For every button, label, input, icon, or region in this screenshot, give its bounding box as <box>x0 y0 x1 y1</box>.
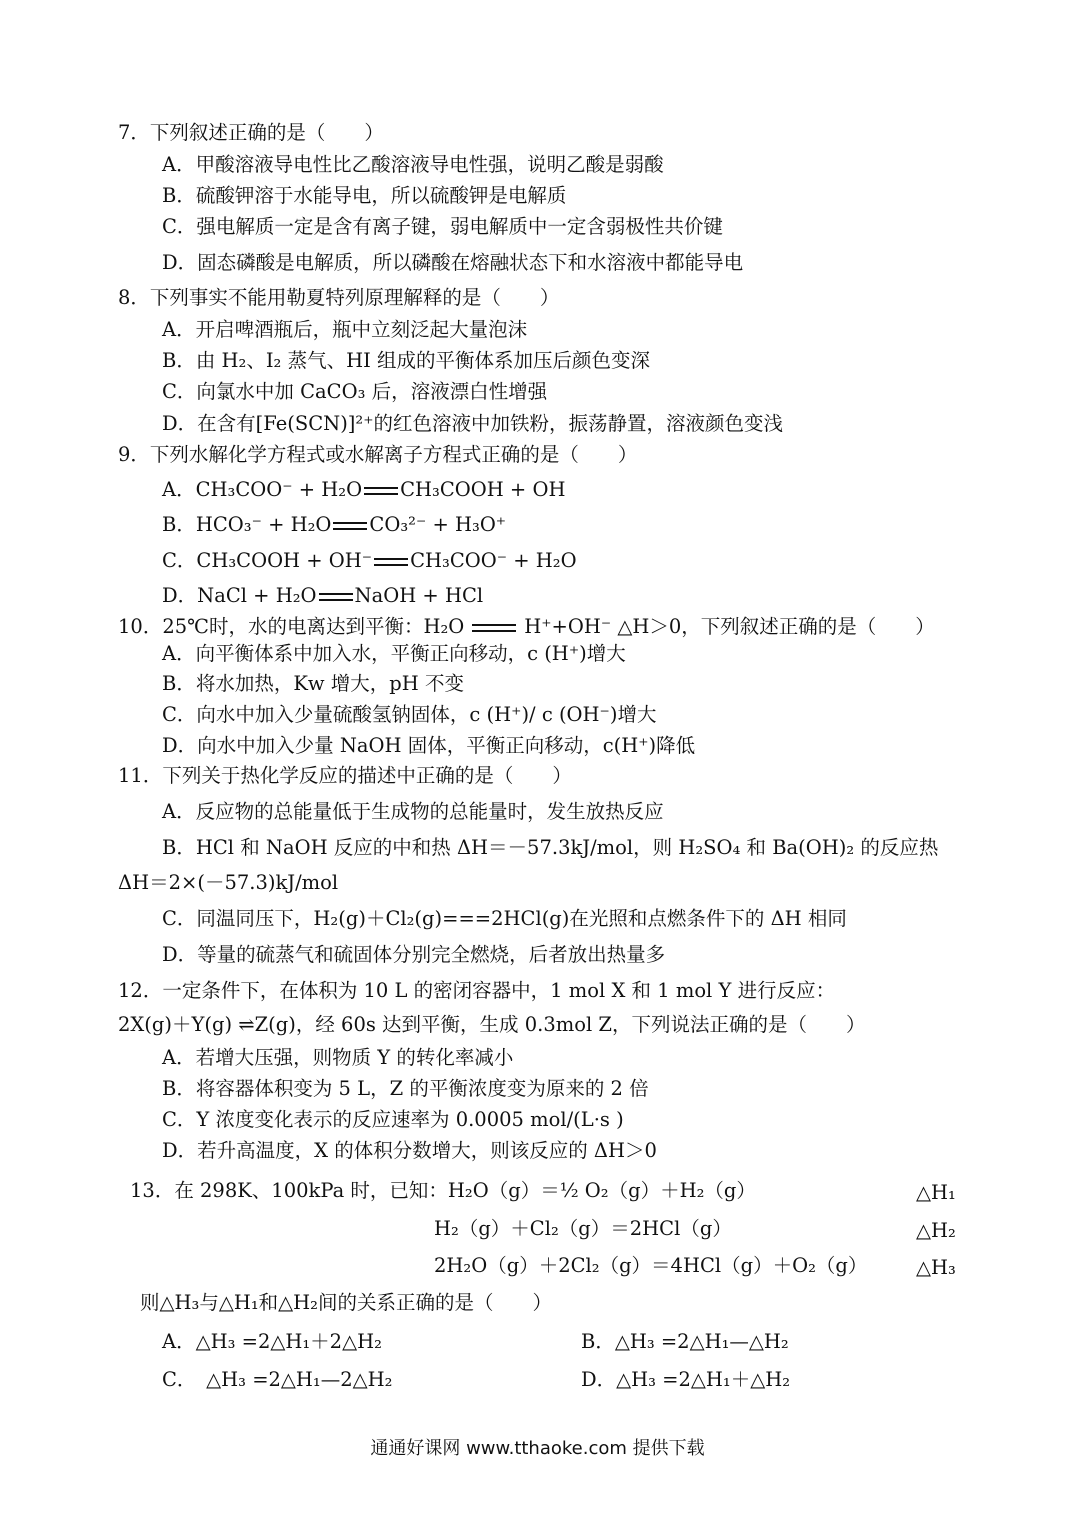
q9-option-a-right: CH₃COOH + OH <box>400 478 566 501</box>
q9-option-c-right: CH₃COO⁻ + H₂O <box>410 549 577 572</box>
q7-option-d: D．固态磷酸是电解质，所以磷酸在熔融状态下和水溶液中都能导电 <box>162 251 744 274</box>
q10-stem-left: 10．25℃时，水的电离达到平衡：H₂O <box>118 615 465 638</box>
q13-option-b: B．△H₃ =2△H₁—△H₂ <box>581 1330 789 1353</box>
q11-option-c: C．同温同压下，H₂(g)＋Cl₂(g)===2HCl(g)在光照和点燃条件下的 ΔH 相同 <box>162 907 847 930</box>
q12-stem: 12．一定条件下，在体积为 10 L 的密闭容器中，1 mol X 和 1 mol Y 进行反应： <box>118 979 836 1002</box>
q13-dh3: △H₃ <box>916 1256 956 1279</box>
q12-option-c: C．Y 浓度变化表示的反应速率为 0.0005 mol/(L·s ) <box>162 1108 624 1131</box>
q10-option-c: C．向水中加入少量硫酸氢钠固体，c (H⁺)/ c (OH⁻)增大 <box>162 703 657 726</box>
equilibrium-arrow-icon <box>472 621 516 635</box>
q12-stem-continued: 2X(g)＋Y(g) ⇌Z(g)，经 60s 达到平衡，生成 0.3mol Z，下列说法正确的是（ ） <box>118 1013 866 1036</box>
q9-option-c <box>162 548 577 574</box>
q11-option-b: B．HCl 和 NaOH 反应的中和热 ΔH＝－57.3kJ/mol，则 H₂SO₄ 和 Ba(OH)₂ 的反应热 <box>162 836 939 859</box>
equilibrium-arrow-icon <box>374 555 408 569</box>
q11-option-a: A．反应物的总能量低于生成物的总能量时，发生放热反应 <box>162 800 664 823</box>
q8-option-d: D．在含有[Fe(SCN)]²⁺的红色溶液中加铁粉，振荡静置，溶液颜色变浅 <box>162 412 784 435</box>
page-footer: 通通好课网 www.tthaoke.com 提供下载 <box>370 1438 705 1459</box>
q9-option-d-left: NaCl + H₂O <box>197 584 317 607</box>
q9-option-c-label: C． <box>162 549 197 572</box>
q13-dh1: △H₁ <box>916 1181 956 1204</box>
q9-option-d-right: NaOH + HCl <box>354 584 484 607</box>
q9-option-b <box>162 512 506 538</box>
q11-stem: 11．下列关于热化学反应的描述中正确的是（ ） <box>118 764 572 787</box>
q13-option-c: C． △H₃ =2△H₁—2△H₂ <box>162 1368 393 1391</box>
q9-option-c-left: CH₃COOH + OH⁻ <box>196 549 373 572</box>
q11-option-d: D．等量的硫蒸气和硫固体分别完全燃烧，后者放出热量多 <box>162 943 666 966</box>
q12-option-a: A．若增大压强，则物质 Y 的转化率减小 <box>162 1046 514 1069</box>
equilibrium-arrow-icon <box>333 519 367 533</box>
q10-stem-right: H⁺+OH⁻ △H＞0，下列叙述正确的是（ ） <box>524 615 935 638</box>
q10-stem <box>118 614 935 640</box>
q9-option-d-label: D． <box>162 584 198 607</box>
q9-option-b-right: CO₃²⁻ + H₃O⁺ <box>369 513 507 536</box>
q13-equation-3: 2H₂O（g）＋2Cl₂（g）＝4HCl（g）＋O₂（g） <box>434 1254 868 1277</box>
q9-option-b-left: HCO₃⁻ + H₂O <box>195 513 332 536</box>
q13-question: 则△H₃与△H₁和△H₂间的关系正确的是（ ） <box>140 1291 552 1314</box>
q13-equation-2: H₂（g）＋Cl₂（g）＝2HCl（g） <box>434 1217 732 1240</box>
q8-option-b: B．由 H₂、I₂ 蒸气、HI 组成的平衡体系加压后颜色变深 <box>162 349 650 372</box>
q9-option-a <box>162 477 565 503</box>
q9-option-a-label: A． <box>162 478 196 501</box>
q13-stem: 13．在 298K、100kPa 时，已知：H₂O（g）＝½ O₂（g）＋H₂（g） <box>130 1179 756 1202</box>
q9-option-b-label: B． <box>162 513 196 536</box>
q12-option-b: B．将容器体积变为 5 L，Z 的平衡浓度变为原来的 2 倍 <box>162 1077 649 1100</box>
q11-option-b-continued: ΔH＝2×(－57.3)kJ/mol <box>118 871 339 894</box>
q13-option-a: A．△H₃ =2△H₁＋2△H₂ <box>162 1330 382 1353</box>
q8-option-a: A．开启啤酒瓶后，瓶中立刻泛起大量泡沫 <box>162 318 528 341</box>
q13-option-d: D．△H₃ =2△H₁＋△H₂ <box>581 1368 791 1391</box>
q10-option-d: D．向水中加入少量 NaOH 固体，平衡正向移动，c(H⁺)降低 <box>162 734 696 757</box>
equilibrium-arrow-icon <box>319 590 353 604</box>
q8-stem: 8．下列事实不能用勒夏特列原理解释的是（ ） <box>118 286 560 309</box>
q7-option-a: A．甲酸溶液导电性比乙酸溶液导电性强，说明乙酸是弱酸 <box>162 153 664 176</box>
q8-option-c: C．向氯水中加 CaCO₃ 后，溶液漂白性增强 <box>162 380 548 403</box>
q7-option-c: C．强电解质一定是含有离子键，弱电解质中一定含弱极性共价键 <box>162 215 723 238</box>
q9-stem: 9．下列水解化学方程式或水解离子方程式正确的是（ ） <box>118 443 638 466</box>
equilibrium-arrow-icon <box>364 484 398 498</box>
q12-option-d: D．若升高温度，X 的体积分数增大，则该反应的 ΔH＞0 <box>162 1139 657 1162</box>
q7-stem: 7．下列叙述正确的是（ ） <box>118 121 384 144</box>
q10-option-a: A．向平衡体系中加入水，平衡正向移动，c (H⁺)增大 <box>162 642 626 665</box>
q9-option-d <box>162 583 483 609</box>
q10-option-b: B．将水加热，Kw 增大，pH 不变 <box>162 672 464 695</box>
q7-option-b: B．硫酸钾溶于水能导电，所以硫酸钾是电解质 <box>162 184 567 207</box>
q13-dh2: △H₂ <box>916 1219 956 1242</box>
q9-option-a-left: CH₃COO⁻ + H₂O <box>195 478 363 501</box>
